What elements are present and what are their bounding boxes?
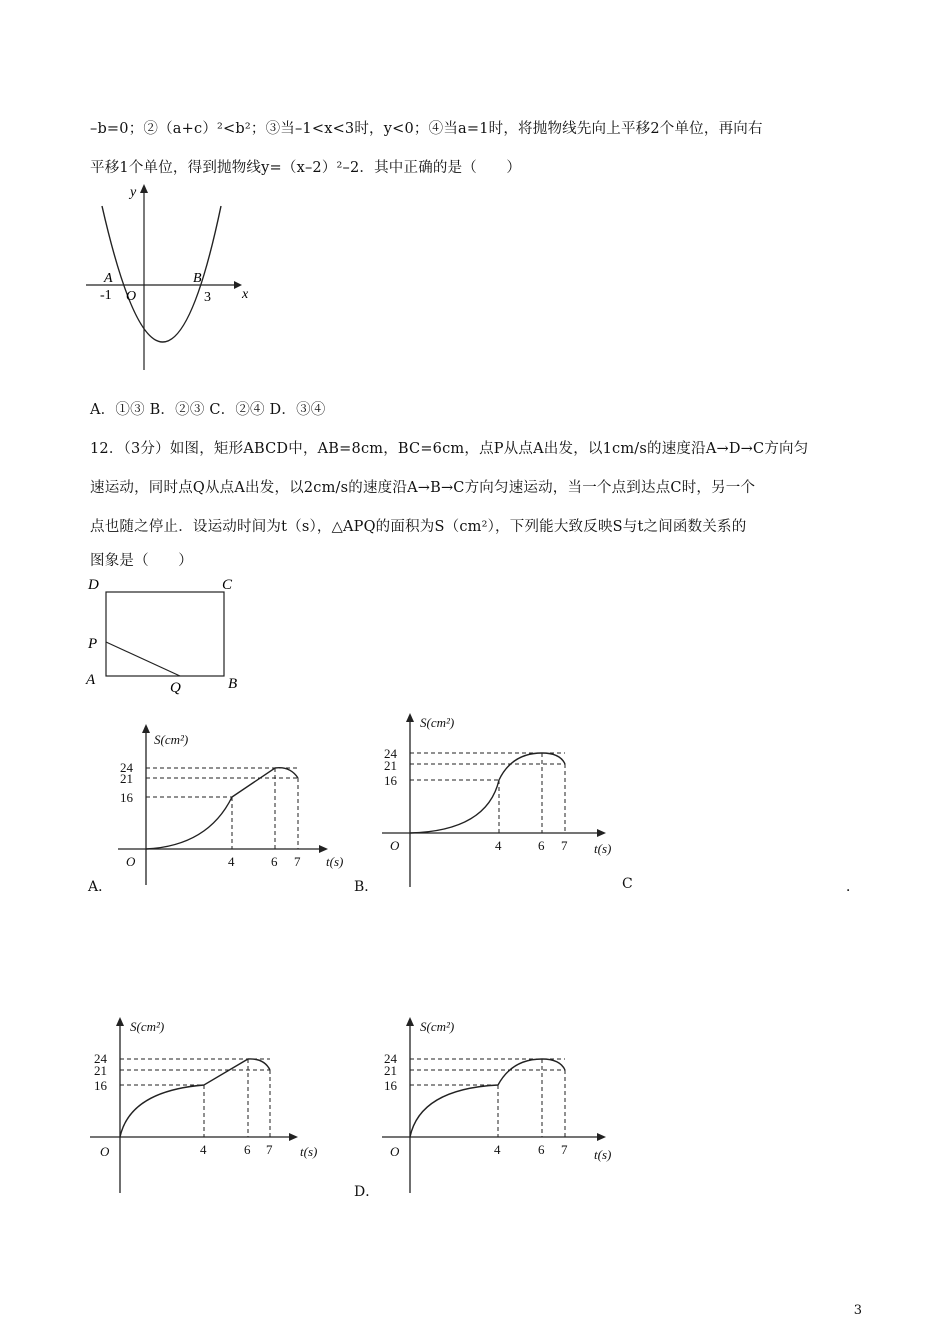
y-tick-16: 16 [94,1078,107,1093]
q12-text-line-4: 图象是（ ） [90,553,193,569]
x-tick-7: 7 [266,1142,273,1157]
q11-options: A．①③ B．②③ C．②④ D．③④ [90,402,326,418]
t-axis-label: t(s) [594,1147,612,1162]
origin-label: O [126,854,136,869]
x-axis-label: x [242,287,249,302]
origin-label: O [390,1144,400,1159]
q11-parabola-graph [80,178,260,382]
neg1-tick-label: -1 [100,288,112,303]
s-axis-label: S(cm²) [420,715,455,730]
x-tick-6: 6 [538,838,545,853]
y-tick-24: 24 [384,746,397,761]
graph-option-c [78,1013,338,1202]
graph-option-a [108,722,358,896]
x-tick-4: 4 [494,1142,501,1157]
y-tick-24: 24 [384,1051,397,1066]
y-axis-label: y [130,185,137,200]
option-a-label: A． [88,879,113,895]
x-tick-7: 7 [294,854,301,869]
q11-text-line-1: –b=0；②（a+c）²<b²；③当–1<x<3时，y<0；④当a=1时，将抛物线先向上平移2个单位，再向右 [90,121,763,137]
point-b-label: B [193,271,202,286]
rect-label-c: C [222,577,233,593]
option-c-label: C [622,876,633,892]
t-axis-label: t(s) [594,841,612,856]
rect-label-b: B [228,676,238,692]
rect-label-a: A [86,672,96,688]
y-tick-24: 24 [94,1051,107,1066]
x-tick-7: 7 [561,838,568,853]
rect-label-q: Q [170,680,181,696]
x-tick-6: 6 [538,1142,545,1157]
x-tick-4: 4 [200,1142,207,1157]
option-c-dot: ． [846,879,860,895]
rect-label-d: D [88,577,99,593]
page-number: 3 [853,1303,862,1318]
y-tick-16: 16 [384,773,397,788]
s-axis-label: S(cm²) [420,1019,455,1034]
q12-text-line-3: 点也随之停止．设运动时间为t（s），△APQ的面积为S（cm²），下列能大致反映S与t之间函数关系的 [90,519,747,535]
s-axis-label: S(cm²) [154,732,189,747]
rect-label-p: P [88,636,98,652]
origin-label: O [100,1144,110,1159]
y-tick-21: 21 [384,1063,397,1078]
point-a-label: A [104,271,113,286]
t-axis-label: t(s) [300,1144,318,1159]
x-tick-4: 4 [495,838,502,853]
option-b-label: B． [354,879,379,895]
graph-option-b [372,707,622,896]
q12-text-line-1: 12．（3分）如图，矩形ABCD中，AB=8cm，BC=6cm，点P从点A出发，以1cm/s的速度沿A→D→C方向匀 [90,441,809,457]
t-axis-label: t(s) [326,854,344,869]
s-axis-label: S(cm²) [130,1019,165,1034]
origin-label: O [126,289,137,304]
y-tick-21: 21 [384,758,397,773]
x-tick-4: 4 [228,854,235,869]
y-tick-21: 21 [120,771,133,786]
y-tick-16: 16 [384,1078,397,1093]
y-tick-16: 16 [120,790,133,805]
q12-text-line-2: 速运动，同时点Q从点A出发，以2cm/s的速度沿A→B→C方向匀速运动，当一个点到达点C时，另一个 [90,480,756,496]
graph-option-d [372,1013,632,1202]
y-tick-24: 24 [120,760,133,775]
q11-text-line-2: 平移1个单位，得到抛物线y=（x–2）²–2．其中正确的是（ ） [90,160,522,176]
x-tick-6: 6 [244,1142,251,1157]
origin-label: O [390,838,400,853]
x-tick-6: 6 [271,854,278,869]
rectangle-abcd-figure [80,572,250,701]
option-d-label: D． [354,1184,380,1200]
x-tick-7: 7 [561,1142,568,1157]
three-tick-label: 3 [204,290,211,305]
y-tick-21: 21 [94,1063,107,1078]
